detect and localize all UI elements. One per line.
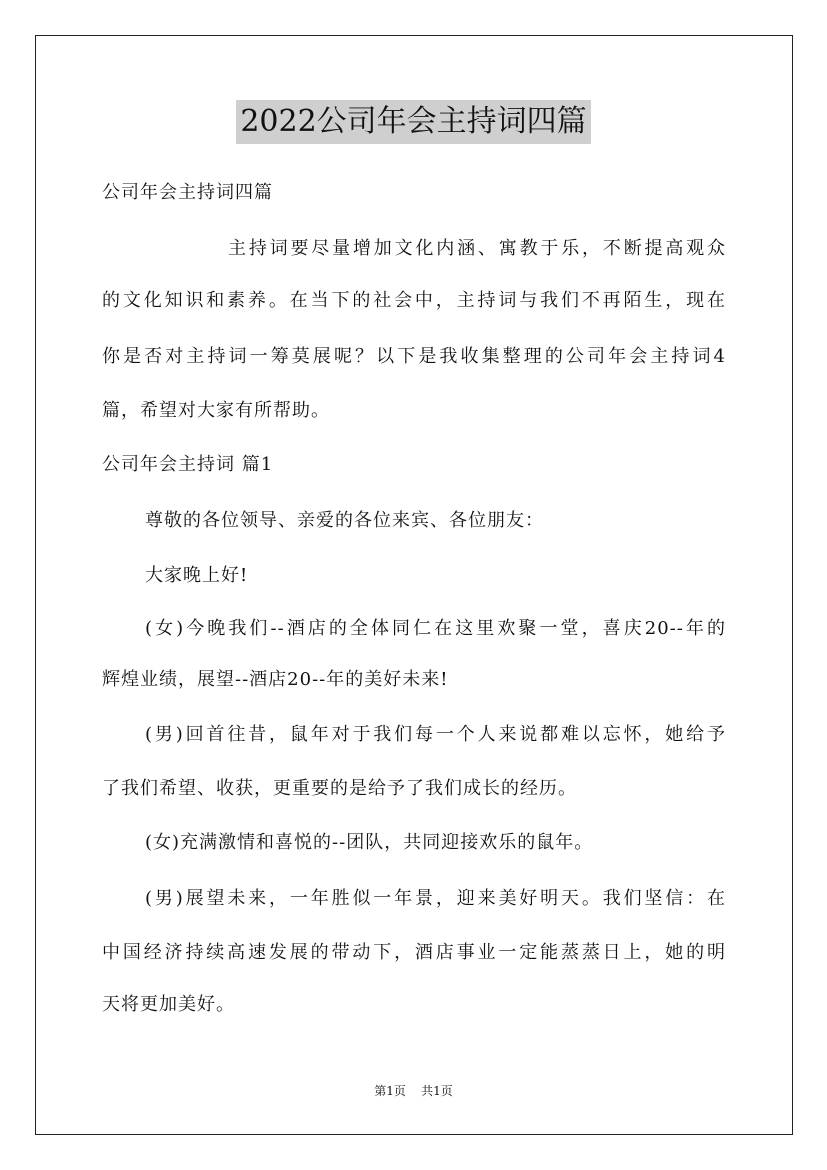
body-line-1: 尊敬的各位领导、亲爱的各位来宾、各位朋友： (145, 510, 544, 531)
body-line-8: (男)展望未来，一年胜似一年景，迎来美好明天。我们坚信：在 (145, 888, 726, 909)
document-title (0, 100, 827, 144)
document-title-text: 2022公司年会主持词四篇 (236, 100, 590, 144)
page-total: 共1页 (421, 1084, 453, 1098)
intro-line-3: 你是否对主持词一筹莫展呢？以下是我收集整理的公司年会主持词4 (102, 346, 726, 367)
body-line-4: 辉煌业绩，展望--酒店20--年的美好未来! (102, 669, 449, 690)
body-line-9: 中国经济持续高速发展的带动下，酒店事业一定能蒸蒸日上，她的明 (102, 942, 726, 963)
intro-line-4: 篇，希望对大家有所帮助。 (102, 400, 330, 421)
document-subtitle: 公司年会主持词四篇 (102, 182, 273, 203)
body-line-7: (女)充满激情和喜悦的--团队，共同迎接欢乐的鼠年。 (145, 832, 594, 853)
page-number: 第1页 (374, 1084, 406, 1098)
section-heading: 公司年会主持词 篇1 (102, 454, 274, 475)
body-line-5: (男)回首往昔，鼠年对于我们每一个人来说都难以忘怀，她给予 (145, 724, 726, 745)
body-line-2: 大家晚上好! (145, 565, 249, 586)
intro-line-2: 的文化知识和素养。在当下的社会中，主持词与我们不再陌生，现在 (102, 290, 726, 311)
body-line-6: 了我们希望、收获，更重要的是给予了我们成长的经历。 (102, 778, 577, 799)
intro-line-1: 主持词要尽量增加文化内涵、寓教于乐，不断提高观众 (228, 238, 726, 259)
body-line-3: (女)今晚我们--酒店的全体同仁在这里欢聚一堂，喜庆20--年的 (145, 618, 726, 639)
body-line-10: 天将更加美好。 (102, 994, 235, 1015)
page-footer (0, 1083, 827, 1099)
